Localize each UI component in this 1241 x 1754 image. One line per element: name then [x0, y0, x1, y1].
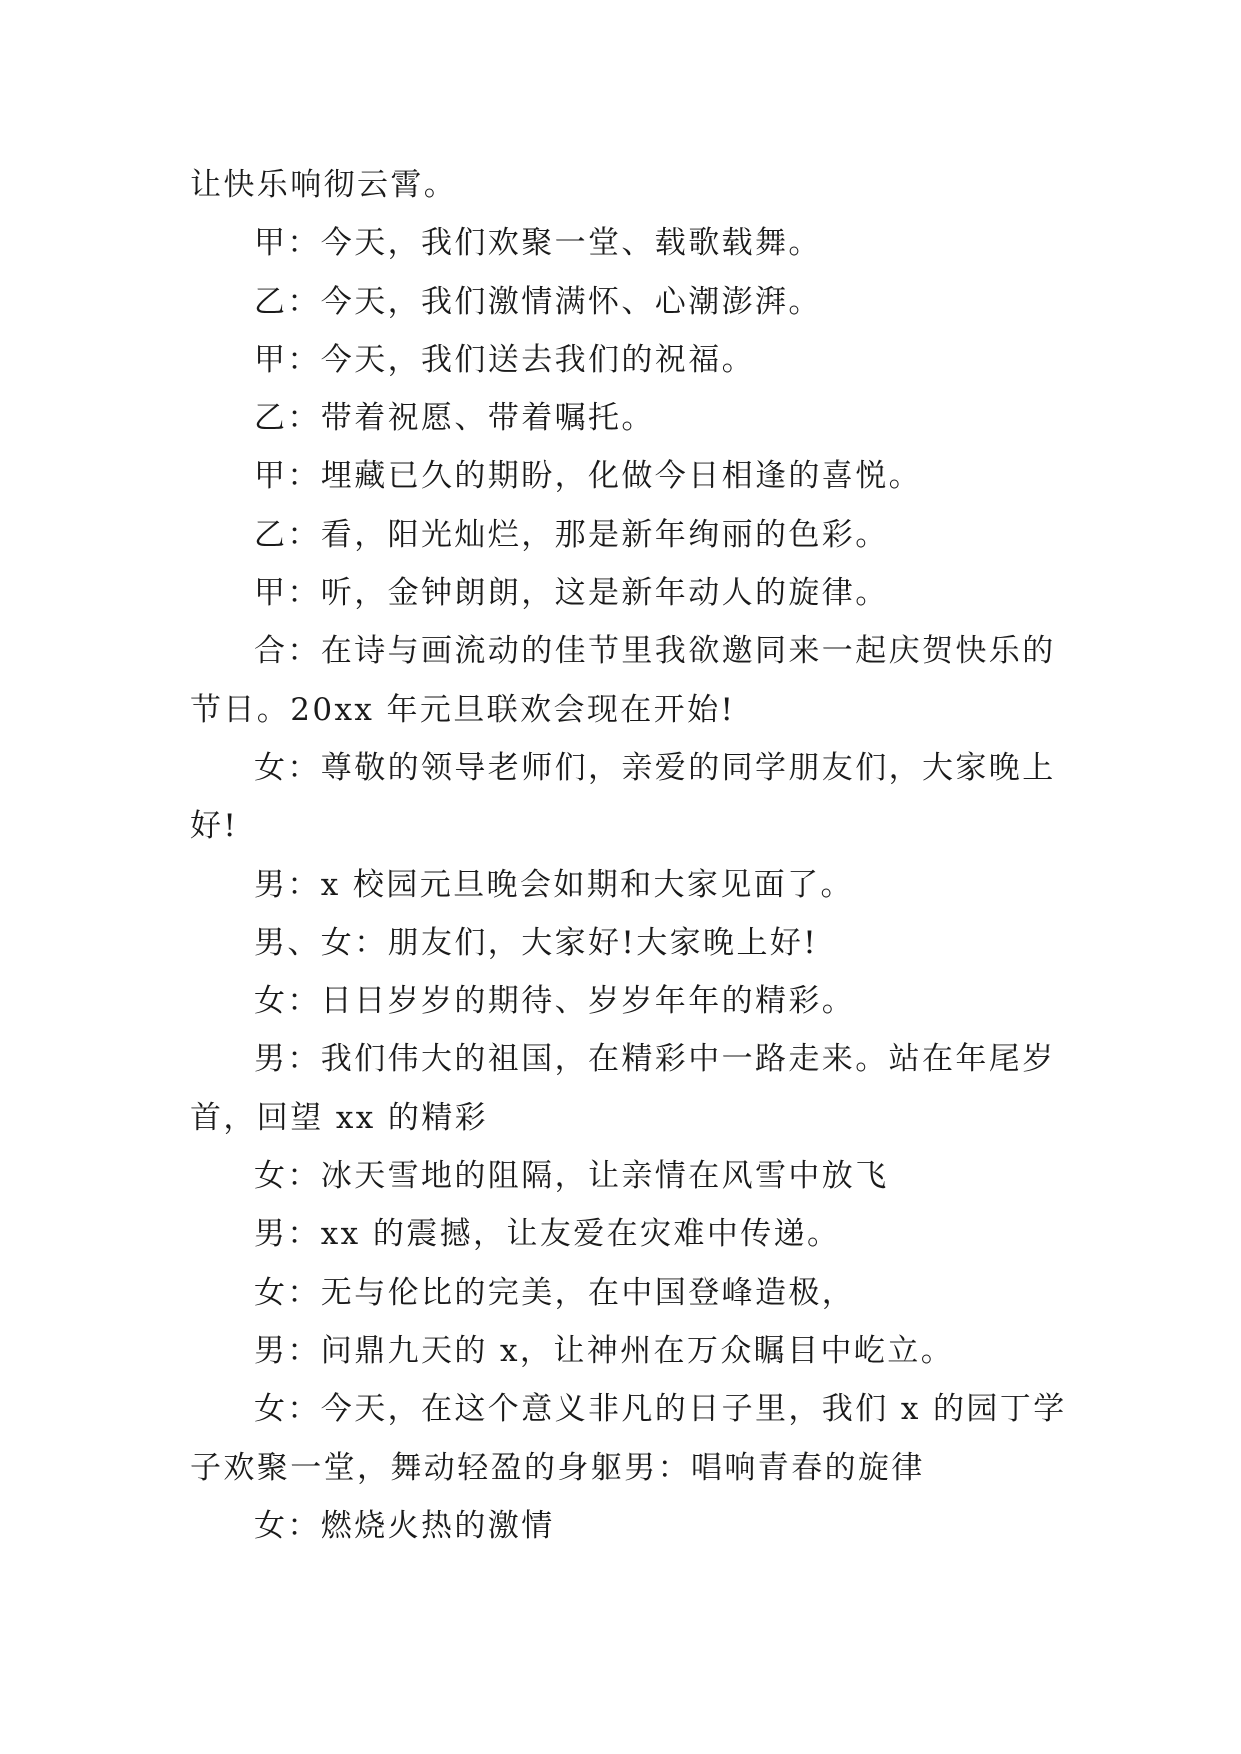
- text-line: 女：日日岁岁的期待、岁岁年年的精彩。: [254, 983, 856, 1020]
- text-line: 女：冰天雪地的阻隔，让亲情在风雪中放飞: [254, 1158, 889, 1195]
- text-line: 男：我们伟大的祖国，在精彩中一路走来。站在年尾岁: [254, 1041, 1056, 1078]
- text-line: 首，回望 xx 的精彩: [190, 1099, 489, 1136]
- text-line: 合：在诗与画流动的佳节里我欲邀同来一起庆贺快乐的: [254, 633, 1056, 670]
- text-line: 男：x 校园元旦晚会如期和大家见面了。: [254, 866, 854, 903]
- text-line: 女：尊敬的领导老师们，亲爱的同学朋友们，大家晚上: [254, 749, 1056, 786]
- document-body: [190, 156, 1067, 1555]
- text-line: 女：无与伦比的完美，在中国登峰造极，: [254, 1274, 856, 1311]
- text-line: 甲：今天，我们送去我们的祝福。: [254, 341, 755, 378]
- text-line: 甲：今天，我们欢聚一堂、载歌载舞。: [254, 225, 822, 262]
- text-line: 让快乐响彻云霄。: [190, 167, 458, 203]
- text-line: 男、女：朋友们，大家好!大家晚上好!: [254, 924, 819, 961]
- text-line: 乙：带着祝愿、带着嘱托。: [254, 400, 655, 437]
- text-line: 女：燃烧火热的激情: [254, 1507, 555, 1544]
- text-line: 乙：看，阳光灿烂，那是新年绚丽的色彩。: [254, 516, 889, 553]
- text-line: 节日。20xx 年元旦联欢会现在开始!: [190, 691, 736, 728]
- text-line: 甲：听，金钟朗朗，这是新年动人的旋律。: [254, 575, 889, 612]
- text-line: 男：问鼎九天的 x，让神州在万众瞩目中屹立。: [254, 1332, 955, 1369]
- text-line: 子欢聚一堂，舞动轻盈的身躯男：唱响青春的旋律: [190, 1449, 925, 1486]
- text-line: 甲：埋藏已久的期盼，化做今日相逢的喜悦。: [254, 458, 922, 495]
- text-line: 乙：今天，我们激情满怀、心潮澎湃。: [254, 283, 822, 320]
- text-line: 女：今天，在这个意义非凡的日子里，我们 x 的园丁学: [254, 1391, 1067, 1428]
- text-line: 男：xx 的震撼，让友爱在灾难中传递。: [254, 1216, 841, 1253]
- text-line: 好!: [190, 808, 239, 845]
